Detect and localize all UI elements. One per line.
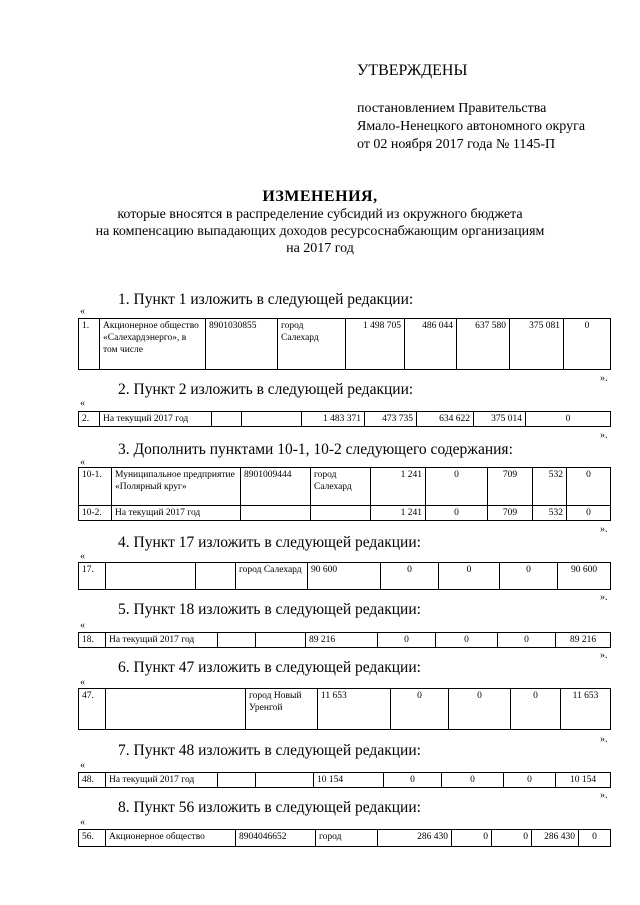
value-total: 11 653 [318,689,391,730]
item-5-table [78,632,611,648]
quote-open: « [80,677,85,688]
approval-line-1: постановлением Правительства [357,101,547,116]
item-2-table [78,411,611,427]
item-3-heading: 3. Дополнить пунктами 10-1, 10-2 следующего содержания: [118,441,513,458]
value-4: 0 [511,689,561,730]
value-4: 375 014 [474,412,526,427]
approval-line-3: от 02 ноября 2017 года № 1145-П [357,137,556,152]
item-5-heading: 5. Пункт 18 изложить в следующей редакции: [118,601,421,618]
organization-name: На текущий 2017 год [106,773,218,788]
value-total: 1 241 [371,506,426,521]
value-total: 1 483 371 [302,412,365,427]
value-5: 0 [564,319,611,370]
item-7-table [78,772,611,788]
value-5: 0 [567,468,611,506]
inn: 8901030855 [206,319,278,370]
organization-name: На текущий 2017 год [106,633,218,648]
value-2: 486 044 [405,319,457,370]
item-1-table [78,318,611,370]
value-4: 532 [533,506,567,521]
value-total: 90 600 [308,563,381,590]
approval-line-2: Ямало-Ненецкого автономного округа [357,119,586,134]
item-7-heading: 7. Пункт 48 изложить в следующей редакции: [118,742,421,759]
item-6-table [78,688,611,730]
value-2: 0 [391,689,449,730]
value-3: 709 [488,468,533,506]
quote-open: « [80,760,85,771]
row-number: 47. [79,689,106,730]
value-4: 532 [533,468,567,506]
item-4-table [78,562,611,590]
table-row [79,563,611,590]
row-number: 1. [79,319,100,370]
quote-close: ». [600,790,608,801]
row-number: 17. [79,563,106,590]
item-6-heading: 6. Пункт 47 изложить в следующей редакции: [118,659,421,676]
value-3: 0 [442,773,504,788]
value-3: 634 622 [417,412,474,427]
quote-open: « [80,817,85,828]
value-2: 0 [384,773,442,788]
quote-close: ». [600,524,608,535]
table-row [79,468,611,506]
item-2-heading: 2. Пункт 2 изложить в следующей редакции: [118,381,414,398]
inn: 8904046652 [236,830,316,847]
value-5: 89 216 [556,633,611,648]
municipality: город Салехард [236,563,308,590]
value-2: 0 [378,633,436,648]
table-row [79,412,611,427]
item-1-heading: 1. Пункт 1 изложить в следующей редакции: [118,291,414,308]
quote-open: « [80,398,85,409]
value-2: 0 [426,468,488,506]
value-4: 0 [504,773,556,788]
value-total: 89 216 [306,633,378,648]
row-number: 10-1. [79,468,112,506]
quote-open: « [80,551,85,562]
row-number: 48. [79,773,106,788]
quote-close: ». [600,650,608,661]
value-4: 375 081 [510,319,564,370]
value-3: 709 [488,506,533,521]
organization-name: Акционерное общество [106,830,236,847]
table-row [79,689,611,730]
value-total: 286 430 [378,830,452,847]
table-row [79,319,611,370]
row-number: 2. [79,412,100,427]
municipality: город Новый Уренгой [246,689,318,730]
value-5: 0 [567,506,611,521]
quote-open: « [80,457,85,468]
table-row [79,773,611,788]
quote-close: ». [600,734,608,745]
value-5: 0 [526,412,611,427]
value-4: 286 430 [532,830,579,847]
value-3: 0 [436,633,498,648]
quote-open: « [80,306,85,317]
organization-name: Акционерное общество «Салехардэнерго», в том числе [100,319,206,370]
value-2: 0 [426,506,488,521]
table-row [79,506,611,521]
item-8-heading: 8. Пункт 56 изложить в следующей редакции: [118,799,421,816]
row-number: 10-2. [79,506,112,521]
item-8-table [78,829,611,847]
document-subtitle-2: на компенсацию выпадающих доходов ресурсоснабжающим организациям [95,224,545,239]
municipality: город Салехард [278,319,346,370]
item-4-heading: 4. Пункт 17 изложить в следующей редакции: [118,534,421,551]
row-number: 18. [79,633,106,648]
organization-name: На текущий 2017 год [112,506,241,521]
value-3: 0 [449,689,511,730]
quote-close: ». [600,592,608,603]
item-3-table [78,467,611,521]
value-3: 637 580 [457,319,510,370]
organization-name: На текущий 2017 год [100,412,212,427]
value-4: 0 [498,633,556,648]
value-3: 0 [439,563,500,590]
value-3: 0 [492,830,532,847]
value-2: 473 735 [365,412,417,427]
value-5: 10 154 [556,773,611,788]
row-number: 56. [79,830,106,847]
value-total: 1 241 [371,468,426,506]
document-title: ИЗМЕНЕНИЯ, [262,188,378,205]
document-subtitle-3: на 2017 год [286,241,354,256]
quote-close: ». [600,430,608,441]
value-5: 11 653 [561,689,611,730]
organization-name: Муниципальное предприятие «Полярный круг» [112,468,241,506]
approval-title: УТВЕРЖДЕНЫ [357,62,468,79]
inn: 8901009444 [241,468,311,506]
municipality: город Салехард [311,468,371,506]
value-2: 0 [452,830,492,847]
table-row [79,633,611,648]
quote-open: « [80,620,85,631]
quote-close: ». [600,373,608,384]
value-5: 0 [579,830,611,847]
document-subtitle-1: которые вносятся в распределение субсидий из окружного бюджета [117,207,523,222]
value-total: 10 154 [314,773,384,788]
municipality: город [316,830,378,847]
value-total: 1 498 705 [346,319,405,370]
value-4: 0 [500,563,558,590]
value-5: 90 600 [558,563,611,590]
table-row [79,830,611,847]
value-2: 0 [381,563,439,590]
